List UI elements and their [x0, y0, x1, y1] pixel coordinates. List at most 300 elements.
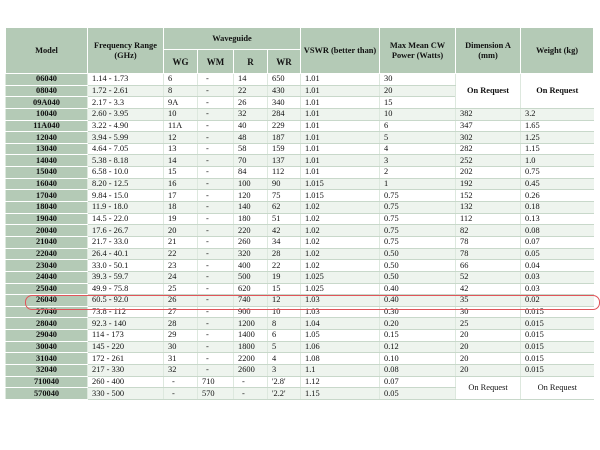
cell-weight: 0.26	[521, 190, 594, 202]
cell-r: 70	[234, 155, 268, 167]
cell-r: 48	[234, 132, 268, 144]
cell-wm: -	[198, 225, 234, 237]
cell-freq: 11.9 - 18.0	[88, 202, 164, 214]
cell-wg: 16	[164, 178, 198, 190]
cell-model: 09A040	[6, 97, 88, 109]
table-row	[6, 225, 594, 237]
cell-power: 0.75	[380, 225, 456, 237]
table-row	[6, 271, 594, 283]
cell-weight: 0.13	[521, 213, 594, 225]
cell-power: 4	[380, 143, 456, 155]
cell-vswr: 1.12	[301, 376, 380, 388]
cell-power: 0.40	[380, 283, 456, 295]
cell-model: 17040	[6, 190, 88, 202]
table-row	[6, 365, 594, 377]
cell-freq: 3.22 - 4.90	[88, 120, 164, 132]
cell-r: 400	[234, 260, 268, 272]
cell-wm: -	[198, 120, 234, 132]
cell-vswr: 1.015	[301, 190, 380, 202]
cell-weight: 0.05	[521, 248, 594, 260]
cell-wg: 21	[164, 236, 198, 248]
cell-weight: 0.015	[521, 330, 594, 342]
cell-dimension: 252	[456, 155, 521, 167]
table-row	[6, 132, 594, 144]
cell-dimension: 347	[456, 120, 521, 132]
cell-freq: 60.5 - 92.0	[88, 295, 164, 307]
cell-r: 260	[234, 236, 268, 248]
cell-weight: 0.015	[521, 318, 594, 330]
cell-wm: -	[198, 97, 234, 109]
table-row	[6, 376, 594, 388]
table-row	[6, 213, 594, 225]
cell-power: 0.75	[380, 190, 456, 202]
cell-dimension: 152	[456, 190, 521, 202]
cell-r: 32	[234, 108, 268, 120]
cell-wg: 9A	[164, 97, 198, 109]
cell-model: 16040	[6, 178, 88, 190]
cell-wr: 10	[268, 306, 301, 318]
cell-freq: 260 - 400	[88, 376, 164, 388]
cell-power: 15	[380, 97, 456, 109]
cell-model: 27040	[6, 306, 88, 318]
cell-wr: 62	[268, 202, 301, 214]
cell-wg: 25	[164, 283, 198, 295]
cell-vswr: 1.02	[301, 236, 380, 248]
cell-wr: 5	[268, 341, 301, 353]
cell-model: 570040	[6, 388, 88, 400]
cell-model: 32040	[6, 365, 88, 377]
cell-weight: 0.04	[521, 260, 594, 272]
cell-wr: 650	[268, 74, 301, 86]
header-weight: Weight (kg)	[521, 28, 594, 74]
cell-dimension: 78	[456, 248, 521, 260]
cell-wr: 284	[268, 108, 301, 120]
cell-power: 0.07	[380, 376, 456, 388]
cell-wg: 18	[164, 202, 198, 214]
cell-power: 10	[380, 108, 456, 120]
cell-power: 2	[380, 167, 456, 179]
cell-wm: 570	[198, 388, 234, 400]
cell-r: 620	[234, 283, 268, 295]
cell-wg: 8	[164, 85, 198, 97]
cell-wr: '2.8'	[268, 376, 301, 388]
cell-wm: -	[198, 283, 234, 295]
cell-wg: 13	[164, 143, 198, 155]
cell-vswr: 1.01	[301, 97, 380, 109]
header-frequency: Frequency Range (GHz)	[88, 28, 164, 74]
cell-vswr: 1.01	[301, 167, 380, 179]
cell-wg: 6	[164, 74, 198, 86]
cell-freq: 172 - 261	[88, 353, 164, 365]
cell-weight: 0.08	[521, 225, 594, 237]
cell-dimension: 112	[456, 213, 521, 225]
cell-dimension: 30	[456, 306, 521, 318]
header-r: R	[234, 50, 268, 74]
cell-wr: 19	[268, 271, 301, 283]
cell-r: -	[234, 388, 268, 400]
header-waveguide: Waveguide	[164, 28, 301, 50]
cell-model: 26040	[6, 295, 88, 307]
cell-wm: -	[198, 341, 234, 353]
cell-wm: -	[198, 248, 234, 260]
cell-freq: 3.94 - 5.99	[88, 132, 164, 144]
cell-wm: -	[198, 236, 234, 248]
cell-weight: 1.0	[521, 155, 594, 167]
table-row	[6, 155, 594, 167]
cell-freq: 114 - 173	[88, 330, 164, 342]
cell-power: 0.20	[380, 318, 456, 330]
cell-dimension: 20	[456, 353, 521, 365]
cell-wg: 28	[164, 318, 198, 330]
cell-wg: 15	[164, 167, 198, 179]
cell-model: 18040	[6, 202, 88, 214]
cell-r: 140	[234, 202, 268, 214]
cell-wg: 26	[164, 295, 198, 307]
table-row	[6, 120, 594, 132]
cell-wg: 27	[164, 306, 198, 318]
cell-wm: -	[198, 213, 234, 225]
cell-wg: -	[164, 376, 198, 388]
cell-wg: 29	[164, 330, 198, 342]
cell-model: 30040	[6, 341, 88, 353]
cell-vswr: 1.01	[301, 108, 380, 120]
cell-r: 26	[234, 97, 268, 109]
cell-wr: 15	[268, 283, 301, 295]
cell-weight: 1.15	[521, 143, 594, 155]
table-row	[6, 236, 594, 248]
table-row	[6, 318, 594, 330]
cell-vswr: 1.15	[301, 388, 380, 400]
cell-power: 0.75	[380, 213, 456, 225]
cell-wm: -	[198, 260, 234, 272]
cell-power: 0.12	[380, 341, 456, 353]
cell-model: 710040	[6, 376, 88, 388]
cell-wm: -	[198, 365, 234, 377]
cell-r: 900	[234, 306, 268, 318]
cell-vswr: 1.01	[301, 155, 380, 167]
cell-wm: -	[198, 306, 234, 318]
cell-freq: 330 - 500	[88, 388, 164, 400]
cell-freq: 8.20 - 12.5	[88, 178, 164, 190]
cell-weight: 0.015	[521, 365, 594, 377]
cell-dimension: 20	[456, 365, 521, 377]
cell-dimension-on-request: On Request	[456, 74, 521, 109]
cell-weight: 0.03	[521, 271, 594, 283]
cell-model: 22040	[6, 248, 88, 260]
cell-freq: 6.58 - 10.0	[88, 167, 164, 179]
cell-vswr: 1.02	[301, 260, 380, 272]
cell-dimension: 20	[456, 341, 521, 353]
cell-vswr: 1.05	[301, 330, 380, 342]
cell-dimension: 192	[456, 178, 521, 190]
cell-freq: 217 - 330	[88, 365, 164, 377]
cell-dimension-on-request: On Request	[456, 376, 521, 399]
cell-model: 10040	[6, 108, 88, 120]
cell-wg: 31	[164, 353, 198, 365]
cell-wr: 28	[268, 248, 301, 260]
table-row	[6, 341, 594, 353]
cell-vswr: 1.06	[301, 341, 380, 353]
table-row	[6, 353, 594, 365]
header-wm: WM	[198, 50, 234, 74]
cell-freq: 9.84 - 15.0	[88, 190, 164, 202]
cell-wm: -	[198, 295, 234, 307]
cell-freq: 17.6 - 26.7	[88, 225, 164, 237]
cell-wm: -	[198, 132, 234, 144]
cell-wr: 12	[268, 295, 301, 307]
cell-model: 20040	[6, 225, 88, 237]
cell-model: 29040	[6, 330, 88, 342]
cell-dimension: 78	[456, 236, 521, 248]
cell-dimension: 282	[456, 143, 521, 155]
cell-wr: 42	[268, 225, 301, 237]
cell-power: 30	[380, 74, 456, 86]
cell-wr: 22	[268, 260, 301, 272]
cell-wg: 30	[164, 341, 198, 353]
cell-r: 120	[234, 190, 268, 202]
cell-dimension: 42	[456, 283, 521, 295]
cell-weight: 0.07	[521, 236, 594, 248]
cell-power: 0.50	[380, 271, 456, 283]
cell-vswr: 1.02	[301, 213, 380, 225]
cell-model: 24040	[6, 271, 88, 283]
cell-wm: 710	[198, 376, 234, 388]
table-row	[6, 143, 594, 155]
cell-freq: 1.14 - 1.73	[88, 74, 164, 86]
cell-wr: 159	[268, 143, 301, 155]
cell-power: 0.30	[380, 306, 456, 318]
cell-power: 20	[380, 85, 456, 97]
cell-vswr: 1.025	[301, 283, 380, 295]
cell-wr: 112	[268, 167, 301, 179]
cell-wg: 19	[164, 213, 198, 225]
cell-weight: 3.2	[521, 108, 594, 120]
cell-weight: 1.25	[521, 132, 594, 144]
cell-wm: -	[198, 330, 234, 342]
cell-power: 5	[380, 132, 456, 144]
cell-wm: -	[198, 85, 234, 97]
cell-model: 12040	[6, 132, 88, 144]
cell-wg: 20	[164, 225, 198, 237]
cell-wg: -	[164, 388, 198, 400]
header-dimension: Dimension A (mm)	[456, 28, 521, 74]
cell-wm: -	[198, 178, 234, 190]
cell-vswr: 1.02	[301, 202, 380, 214]
cell-wm: -	[198, 190, 234, 202]
cell-freq: 33.0 - 50.1	[88, 260, 164, 272]
table-row	[6, 248, 594, 260]
cell-weight: 0.015	[521, 353, 594, 365]
cell-freq: 73.8 - 112	[88, 306, 164, 318]
cell-wg: 12	[164, 132, 198, 144]
table-row	[6, 202, 594, 214]
cell-vswr: 1.04	[301, 318, 380, 330]
table-row	[6, 167, 594, 179]
cell-model: 11A040	[6, 120, 88, 132]
header-wr: WR	[268, 50, 301, 74]
cell-weight: 0.45	[521, 178, 594, 190]
spec-table-container	[5, 27, 593, 400]
table-row	[6, 260, 594, 272]
cell-freq: 145 - 220	[88, 341, 164, 353]
cell-wm: -	[198, 271, 234, 283]
cell-wr: 4	[268, 353, 301, 365]
cell-model: 19040	[6, 213, 88, 225]
cell-weight: 0.015	[521, 341, 594, 353]
cell-wr: 8	[268, 318, 301, 330]
cell-vswr: 1.02	[301, 248, 380, 260]
cell-r: 2600	[234, 365, 268, 377]
cell-wm: -	[198, 108, 234, 120]
cell-wr: 6	[268, 330, 301, 342]
cell-dimension: 382	[456, 108, 521, 120]
cell-wm: -	[198, 318, 234, 330]
cell-vswr: 1.02	[301, 225, 380, 237]
cell-weight: 0.02	[521, 295, 594, 307]
cell-dimension: 20	[456, 330, 521, 342]
table-row	[6, 283, 594, 295]
cell-dimension: 302	[456, 132, 521, 144]
cell-wm: -	[198, 167, 234, 179]
cell-dimension: 82	[456, 225, 521, 237]
header-wg: WG	[164, 50, 198, 74]
cell-r: 1800	[234, 341, 268, 353]
cell-wg: 17	[164, 190, 198, 202]
cell-weight: 0.18	[521, 202, 594, 214]
cell-wm: -	[198, 202, 234, 214]
cell-power: 1	[380, 178, 456, 190]
cell-dimension: 25	[456, 318, 521, 330]
table-body	[6, 74, 594, 400]
cell-r: 500	[234, 271, 268, 283]
cell-power: 3	[380, 155, 456, 167]
cell-freq: 2.60 - 3.95	[88, 108, 164, 120]
cell-wg: 23	[164, 260, 198, 272]
cell-freq: 4.64 - 7.05	[88, 143, 164, 155]
cell-model: 15040	[6, 167, 88, 179]
cell-r: 1400	[234, 330, 268, 342]
cell-power: 0.75	[380, 202, 456, 214]
cell-power: 0.50	[380, 248, 456, 260]
cell-r: -	[234, 376, 268, 388]
table-row	[6, 108, 594, 120]
cell-r: 40	[234, 120, 268, 132]
cell-freq: 5.38 - 8.18	[88, 155, 164, 167]
cell-wr: 229	[268, 120, 301, 132]
table-row	[6, 178, 594, 190]
cell-r: 2200	[234, 353, 268, 365]
cell-weight-on-request: On Request	[521, 376, 594, 399]
cell-vswr: 1.03	[301, 306, 380, 318]
cell-r: 320	[234, 248, 268, 260]
cell-weight: 0.015	[521, 306, 594, 318]
cell-power: 0.75	[380, 236, 456, 248]
cell-model: 28040	[6, 318, 88, 330]
cell-dimension: 132	[456, 202, 521, 214]
cell-power: 0.05	[380, 388, 456, 400]
cell-freq: 39.3 - 59.7	[88, 271, 164, 283]
cell-weight: 1.65	[521, 120, 594, 132]
cell-wr: 51	[268, 213, 301, 225]
cell-power: 0.50	[380, 260, 456, 272]
cell-wr: 34	[268, 236, 301, 248]
cell-power: 0.08	[380, 365, 456, 377]
cell-model: 23040	[6, 260, 88, 272]
cell-freq: 49.9 - 75.8	[88, 283, 164, 295]
cell-dimension: 202	[456, 167, 521, 179]
table-row	[6, 295, 594, 307]
cell-wg: 24	[164, 271, 198, 283]
cell-wg: 11A	[164, 120, 198, 132]
cell-model: 31040	[6, 353, 88, 365]
cell-r: 58	[234, 143, 268, 155]
cell-r: 740	[234, 295, 268, 307]
cell-vswr: 1.08	[301, 353, 380, 365]
cell-r: 1200	[234, 318, 268, 330]
cell-model: 25040	[6, 283, 88, 295]
cell-wr: 137	[268, 155, 301, 167]
cell-vswr: 1.01	[301, 85, 380, 97]
waveguide-spec-table	[5, 27, 594, 400]
cell-wm: -	[198, 353, 234, 365]
cell-freq: 26.4 - 40.1	[88, 248, 164, 260]
cell-wr: 340	[268, 97, 301, 109]
cell-wm: -	[198, 74, 234, 86]
cell-wr: 90	[268, 178, 301, 190]
cell-vswr: 1.01	[301, 143, 380, 155]
cell-vswr: 1.01	[301, 120, 380, 132]
cell-wr: 3	[268, 365, 301, 377]
cell-vswr: 1.1	[301, 365, 380, 377]
cell-wm: -	[198, 143, 234, 155]
cell-vswr: 1.01	[301, 74, 380, 86]
cell-model: 08040	[6, 85, 88, 97]
cell-power: 0.40	[380, 295, 456, 307]
cell-vswr: 1.015	[301, 178, 380, 190]
cell-r: 22	[234, 85, 268, 97]
table-row	[6, 190, 594, 202]
cell-freq: 21.7 - 33.0	[88, 236, 164, 248]
cell-model: 21040	[6, 236, 88, 248]
cell-dimension: 52	[456, 271, 521, 283]
cell-wr: 75	[268, 190, 301, 202]
cell-freq: 14.5 - 22.0	[88, 213, 164, 225]
cell-dimension: 66	[456, 260, 521, 272]
cell-weight-on-request: On Request	[521, 74, 594, 109]
cell-freq: 1.72 - 2.61	[88, 85, 164, 97]
cell-weight: 0.75	[521, 167, 594, 179]
cell-r: 220	[234, 225, 268, 237]
cell-r: 84	[234, 167, 268, 179]
cell-r: 14	[234, 74, 268, 86]
table-row	[6, 330, 594, 342]
cell-wg: 14	[164, 155, 198, 167]
cell-wr: '2.2'	[268, 388, 301, 400]
cell-freq: 92.3 - 140	[88, 318, 164, 330]
header-power: Max Mean CW Power (Watts)	[380, 28, 456, 74]
cell-weight: 0.03	[521, 283, 594, 295]
cell-r: 100	[234, 178, 268, 190]
cell-wr: 430	[268, 85, 301, 97]
cell-model: 13040	[6, 143, 88, 155]
cell-vswr: 1.025	[301, 271, 380, 283]
cell-dimension: 35	[456, 295, 521, 307]
cell-wm: -	[198, 155, 234, 167]
cell-vswr: 1.03	[301, 295, 380, 307]
cell-model: 14040	[6, 155, 88, 167]
cell-model: 06040	[6, 74, 88, 86]
table-row	[6, 306, 594, 318]
